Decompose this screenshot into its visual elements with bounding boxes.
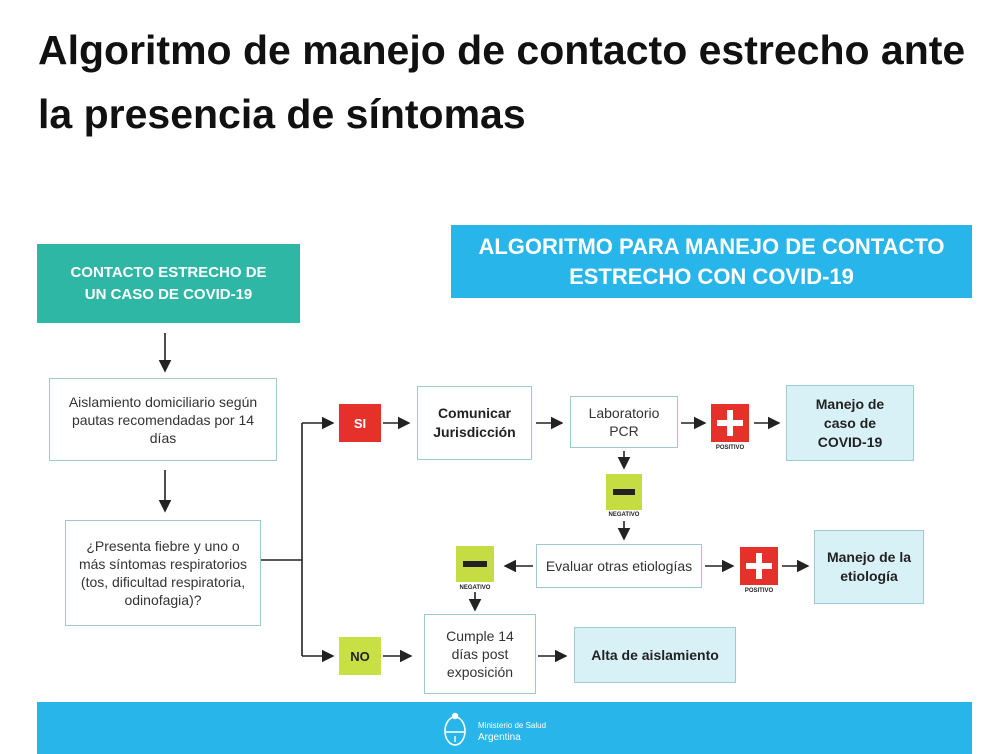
header-algoritmo: ALGORITMO PARA MANEJO DE CONTACTO ESTRECHO CON COVID-19 bbox=[451, 225, 972, 298]
step-aislamiento: Aislamiento domiciliario según pautas recomendadas por 14 días bbox=[49, 378, 277, 461]
tag-si: SI bbox=[339, 404, 381, 442]
ministry-country: Argentina bbox=[478, 732, 521, 743]
tag-no: NO bbox=[339, 637, 381, 675]
negative-icon bbox=[456, 546, 494, 582]
header-contacto-estrecho: CONTACTO ESTRECHO DE UN CASO DE COVID-19 bbox=[37, 244, 300, 323]
step-laboratorio-pcr: Laboratorio PCR bbox=[570, 396, 678, 448]
step-pregunta-sintomas: ¿Presenta fiebre y uno o más síntomas respiratorios (tos, dificultad respiratoria, odinofagia)? bbox=[65, 520, 261, 626]
page-title: Algoritmo de manejo de contacto estrecho ante la presencia de síntomas bbox=[38, 27, 966, 137]
step-alta-aislamiento: Alta de aislamiento bbox=[574, 627, 736, 683]
positive-icon bbox=[711, 404, 749, 442]
step-manejo-etiologia: Manejo de la etiología bbox=[814, 530, 924, 604]
positive-label: POSITIVO bbox=[715, 445, 745, 451]
ministry-logo-text bbox=[478, 720, 546, 744]
ministry-crest-icon bbox=[442, 710, 468, 748]
step-manejo-caso-covid: Manejo de caso de COVID-19 bbox=[786, 385, 914, 461]
ministry-name: Ministerio de Salud bbox=[478, 721, 547, 730]
negative-icon bbox=[606, 474, 642, 510]
step-cumple-14-dias: Cumple 14 días post exposición bbox=[424, 614, 536, 694]
negative-label: NEGATIVO bbox=[608, 512, 640, 518]
negative-label: NEGATIVO bbox=[459, 585, 491, 591]
positive-label: POSITIVO bbox=[744, 588, 774, 594]
step-comunicar-jurisdiccion: Comunicar Jurisdicción bbox=[417, 386, 532, 460]
positive-icon bbox=[740, 547, 778, 585]
step-evaluar-otras-etiologias: Evaluar otras etiologías bbox=[536, 544, 702, 588]
